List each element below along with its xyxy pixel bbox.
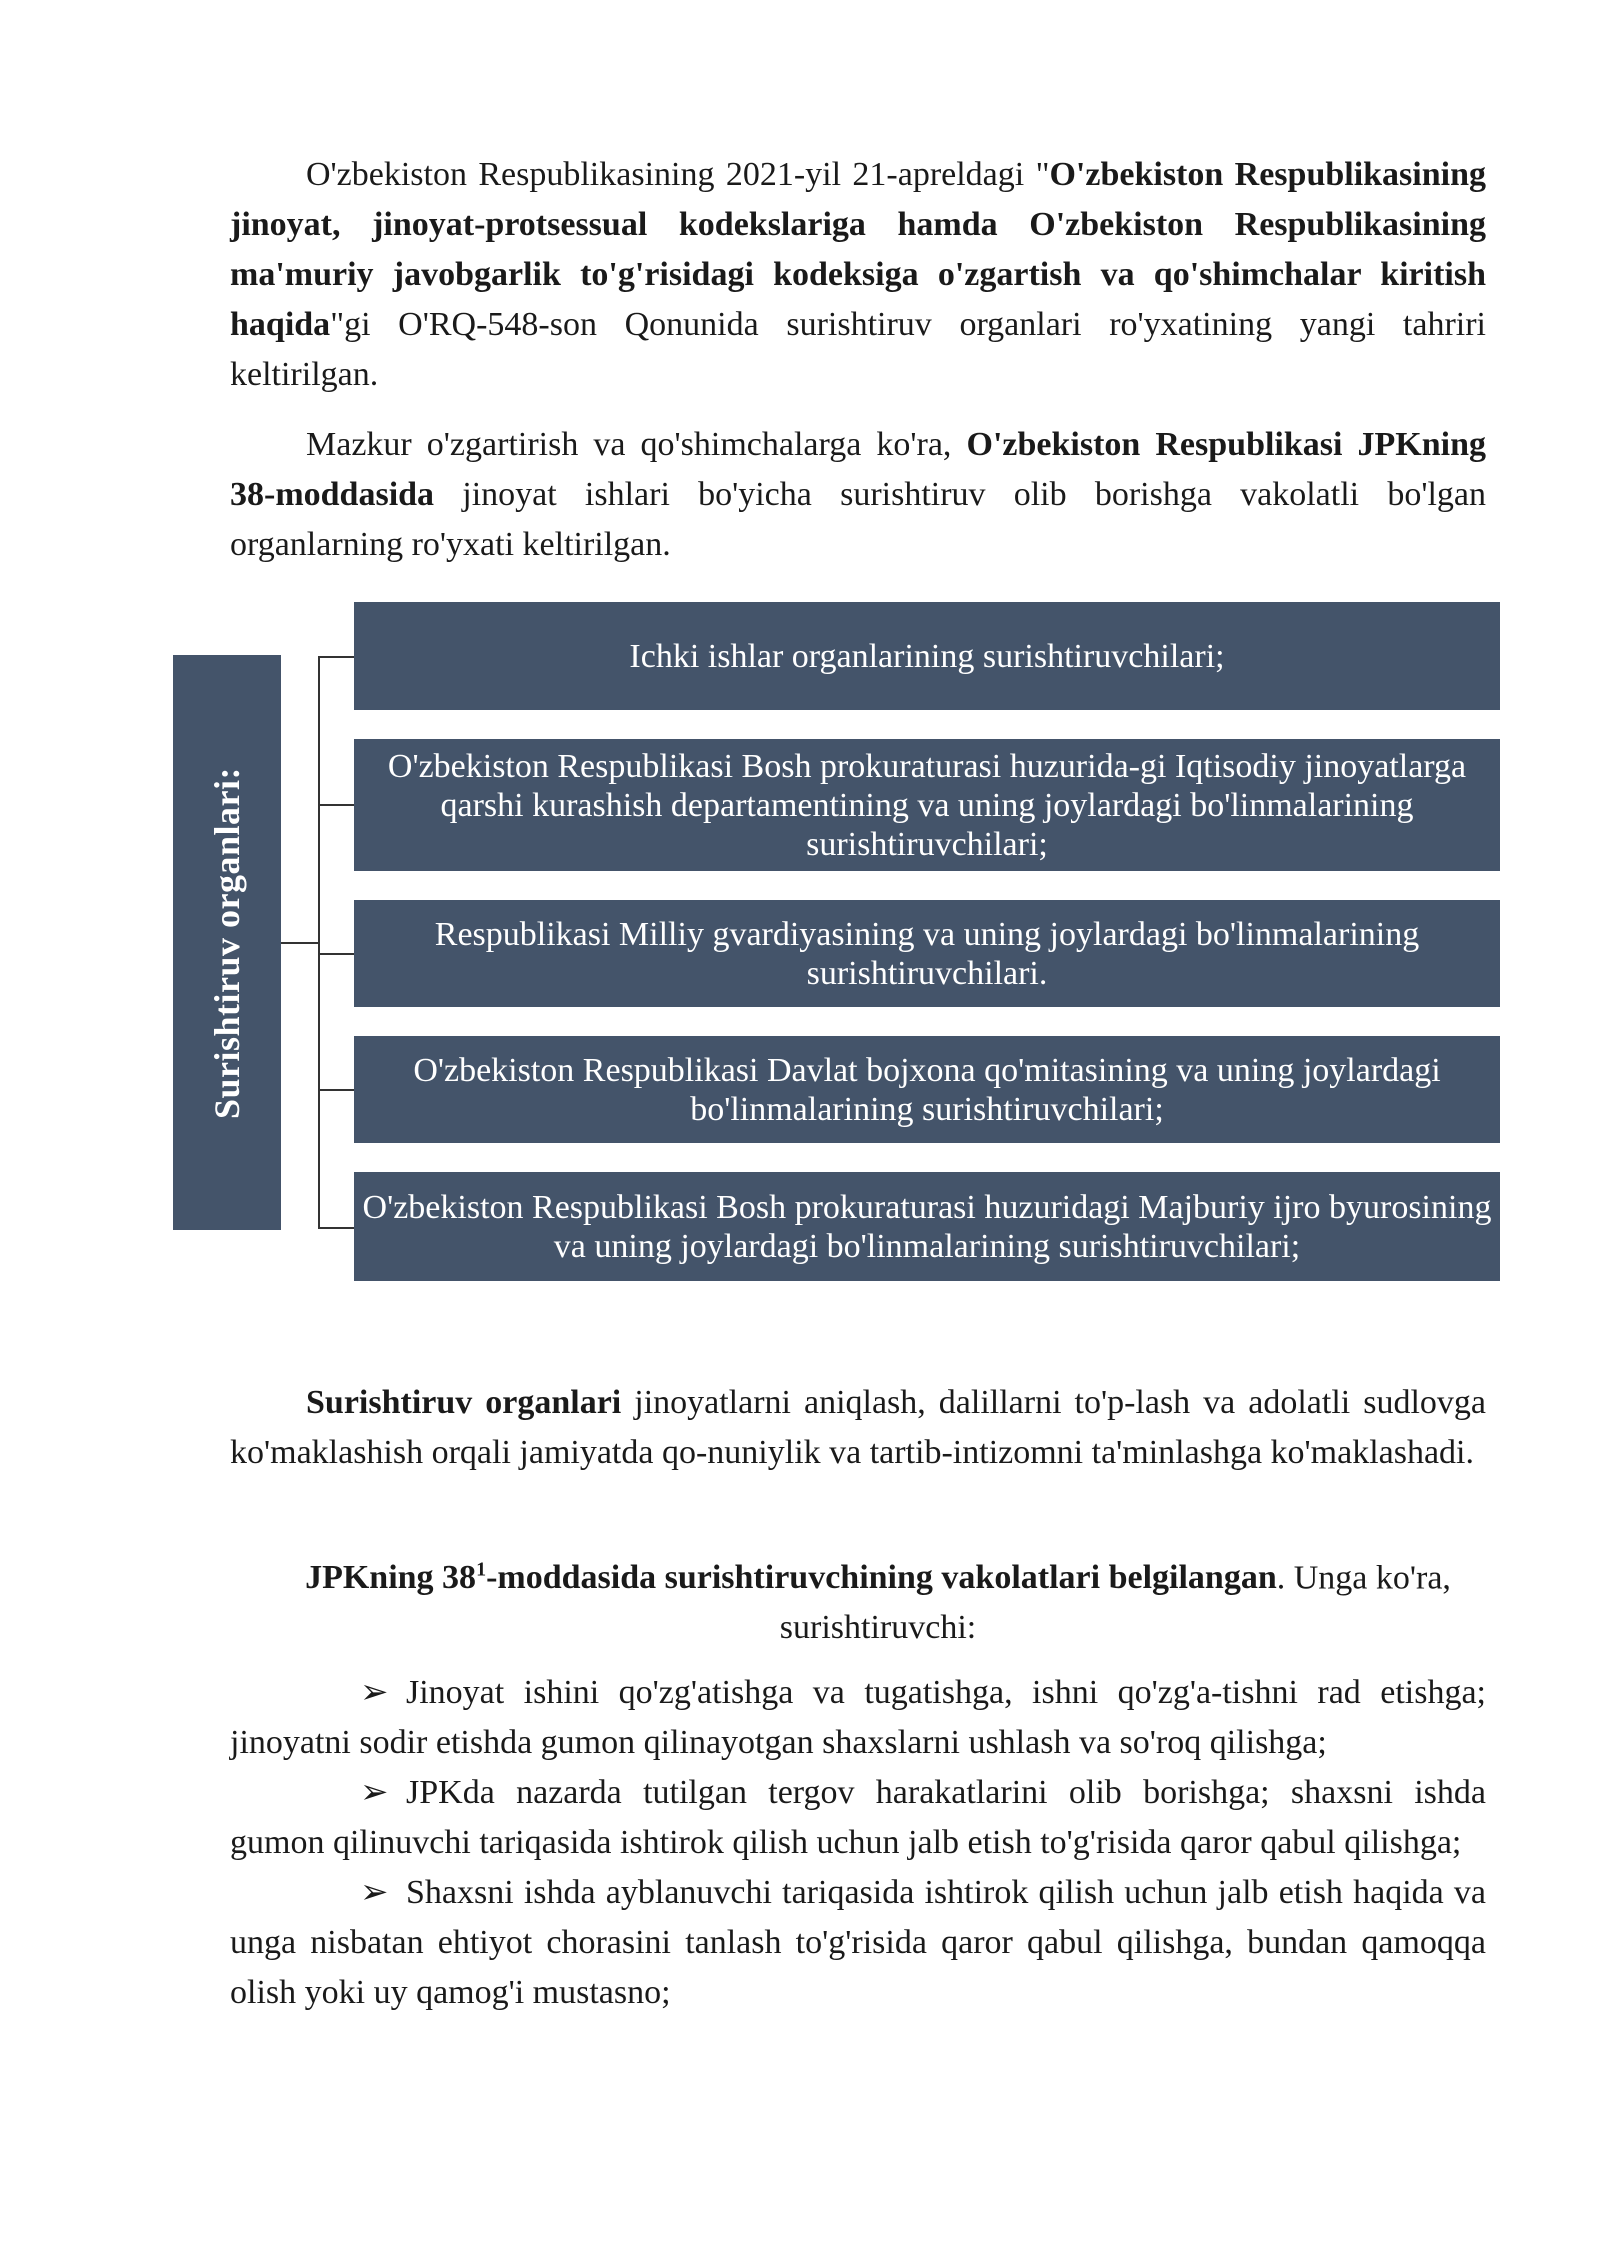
powers-heading-text: . Unga ko'ra, surishtiruvchi: bbox=[779, 1559, 1451, 1647]
powers-heading-bold-start: JPKning 38 bbox=[305, 1559, 477, 1597]
diagram-item-5-text: O'zbekiston Respublikasi Bosh prokuraturasi huzuridagi Majburiy ijro byurosining va uning joylardagi bo'linmalarining surishtiruvchilari; bbox=[362, 1188, 1492, 1265]
diagram-root-box bbox=[173, 655, 281, 1230]
connector-branch-5 bbox=[318, 1227, 354, 1229]
diagram-item-4 bbox=[354, 1036, 1500, 1143]
diagram-root-label: Surishtiruv organlari: bbox=[207, 766, 247, 1119]
inquiry-bodies-paragraph bbox=[230, 1378, 1486, 1478]
article-superscript: 1 bbox=[476, 1559, 487, 1581]
connector-branch-3 bbox=[318, 953, 354, 955]
list-item-text: Jinoyat ishini qo'zg'atishga va tugatishga, ishni qo'zg'a-tishni rad etishga; jinoyatni sodir etishda gumon qilinayotgan shaxslarni ushlash va so'roq qilishga; bbox=[230, 1674, 1486, 1761]
connector-branch-1 bbox=[318, 656, 354, 658]
list-item bbox=[230, 1768, 1486, 1868]
arrow-bullet-icon: ➢ bbox=[360, 1674, 389, 1711]
inquiry-bodies-text: jinoyatlarni aniqlash, dalillarni to'p-lash va adolatli sudlovga ko'maklashish orqali jamiyatda qo-nuniylik va tartib-intizomni ta'minlashga ko'maklashadi. bbox=[230, 1384, 1487, 1471]
law-title: O'zbekiston Respublikasining jinoyat, jinoyat-protsessual kodekslariga hamda O'zbekiston Respublikasining ma'muriy javobgarlik to'g'risidagi kodeksiga o'zgartish va qo'shimchalar kiritish haqida bbox=[230, 156, 1487, 343]
powers-heading-bold-end: -moddasida surishtiruvchining vakolatlari belgilangan bbox=[486, 1559, 1277, 1597]
article-paragraph bbox=[230, 420, 1486, 570]
intro-text-end: "gi O'RQ-548-son Qonunida surishtiruv organlari ro'yxatining yangi tahriri keltirilgan. bbox=[230, 306, 1486, 393]
connector-branch-2 bbox=[318, 804, 354, 806]
list-item-text: JPKda nazarda tutilgan tergov harakatlarini olib borishga; shaxsni ishda gumon qilinuvchi tariqasida ishtirok qilish uchun jalb etish to'g'risida qaror qabul qilishga; bbox=[230, 1774, 1486, 1861]
diagram-item-2 bbox=[354, 739, 1500, 871]
inquiry-bodies-term: Surishtiruv organlari bbox=[306, 1384, 622, 1421]
arrow-bullet-icon: ➢ bbox=[360, 1874, 389, 1911]
diagram-item-1-text: Ichki ishlar organlarining surishtiruvchilari; bbox=[629, 637, 1225, 675]
diagram-item-3 bbox=[354, 900, 1500, 1007]
connector-branch-4 bbox=[318, 1089, 354, 1091]
powers-list bbox=[230, 1668, 1486, 2018]
article-reference: O'zbekiston Respublikasi JPKning 38-moddasida bbox=[230, 426, 1486, 513]
arrow-bullet-icon: ➢ bbox=[360, 1774, 389, 1811]
connector-root bbox=[281, 942, 318, 944]
diagram-item-1 bbox=[354, 602, 1500, 710]
diagram-item-5 bbox=[354, 1172, 1500, 1281]
diagram-item-4-text: O'zbekiston Respublikasi Davlat bojxona qo'mitasining va uning joylardagi bo'linmalarining surishtiruvchilari; bbox=[413, 1051, 1441, 1128]
powers-heading-bold bbox=[305, 1559, 1277, 1596]
list-item-text: Shaxsni ishda ayblanuvchi tariqasida ishtirok qilish uchun jalb etish haqida va unga nisbatan ehtiyot chorasini tanlash to'g'risida qaror qabul qilishga, bundan qamoqqa olish yoki uy qamog'i mustasno; bbox=[230, 1874, 1486, 2011]
article-text-start: Mazkur o'zgartirish va qo'shimchalarga ko'ra, bbox=[306, 426, 967, 463]
article-text-end: jinoyat ishlari bo'yicha surishtiruv olib borishga vakolatli bo'lgan organlarning ro'yxati keltirilgan. bbox=[230, 476, 1486, 563]
connector-bracket bbox=[318, 656, 320, 1229]
list-item bbox=[230, 1668, 1486, 1768]
intro-paragraph bbox=[230, 150, 1486, 400]
list-item bbox=[230, 1868, 1486, 2018]
powers-heading bbox=[230, 1545, 1486, 1653]
diagram-item-3-text: Respublikasi Milliy gvardiyasining va uning joylardagi bo'linmalarining surishtiruvchilari. bbox=[434, 915, 1420, 992]
diagram-item-2-text: O'zbekiston Respublikasi Bosh prokuraturasi huzurida-gi Iqtisodiy jinoyatlarga qarshi kurashish departamentining va uning joylardagi bo'linmalarining surishtiruvchilari; bbox=[387, 747, 1467, 863]
intro-text-start: O'zbekiston Respublikasining 2021-yil 21-apreldagi " bbox=[306, 156, 1050, 193]
